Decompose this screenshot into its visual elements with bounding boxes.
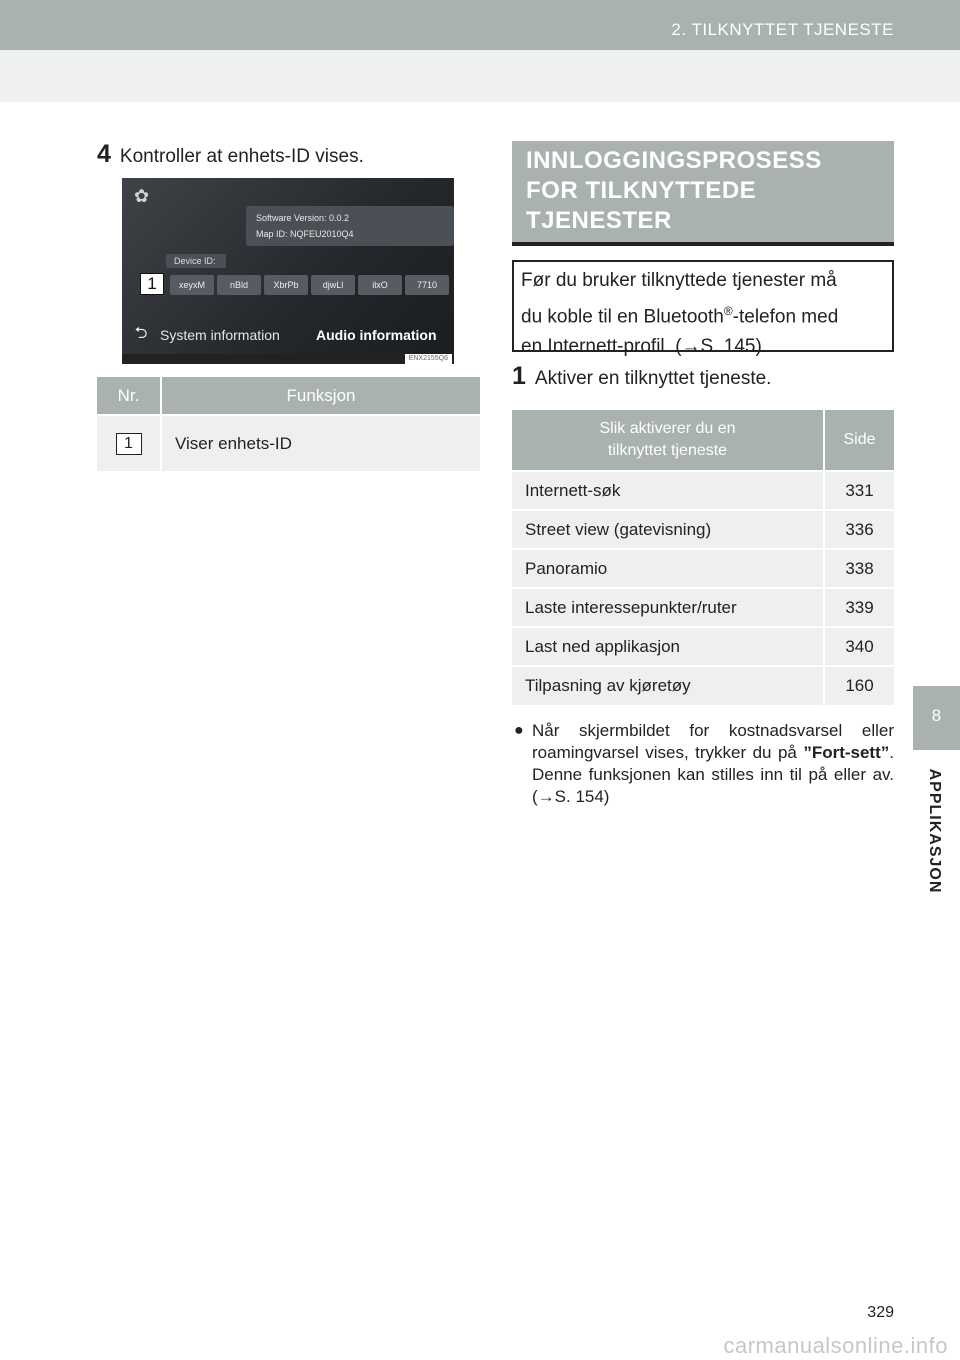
device-id-segment: 7710 (405, 275, 449, 295)
device-id-label: Device ID: (166, 254, 226, 268)
chapter-tab (913, 686, 960, 750)
device-id-segment: xeyxM (170, 275, 214, 295)
section-heading (512, 141, 894, 242)
device-id-segment: ilxO (358, 275, 402, 295)
device-id-screenshot (122, 178, 454, 364)
bullet-note (512, 720, 894, 808)
step-4 (97, 140, 364, 169)
notice-box (512, 260, 894, 358)
function-table (97, 377, 480, 471)
table-header-row (512, 410, 894, 471)
column-header-service (512, 410, 824, 471)
page-ref: 340 (824, 627, 894, 666)
row-function: Viser enhets-ID (161, 415, 480, 471)
page-ref: 160 (824, 666, 894, 705)
page-ref: 331 (824, 471, 894, 510)
bullet-text: . Denne funksjonen kan stilles inn til på eller av. (→S. 154) (532, 743, 894, 806)
column-header: Nr. (97, 377, 161, 415)
back-arrow-icon[interactable]: ⮌ (134, 324, 148, 342)
services-table (512, 410, 894, 705)
step-number: 1 (512, 362, 526, 390)
device-id-segment: djwLl (311, 275, 355, 295)
heading-line: TJENESTER (526, 207, 672, 234)
chapter-tab-number: 8 (931, 706, 942, 725)
step-number: 4 (97, 140, 111, 168)
table-header-row (97, 377, 480, 415)
heading-line: FOR TILKNYTTEDE (526, 177, 757, 204)
service-label: Last ned applikasjon (512, 627, 824, 666)
step-1 (512, 362, 771, 391)
bullet-dot-icon: ● (514, 722, 524, 739)
table-row (512, 666, 894, 705)
row-number-cell (97, 415, 161, 471)
chapter-title: 2. TILKNYTTET TJENESTE (671, 20, 894, 39)
heading-underline (512, 242, 894, 246)
page-ref: 339 (824, 588, 894, 627)
device-id-segment: XbrPb (264, 275, 308, 295)
notice-line: en Internett-profil. (→S. 145) (521, 336, 762, 358)
step-text: Kontroller at enhets-ID vises. (119, 146, 364, 167)
step-text: Aktiver en tilknyttet tjeneste. (534, 368, 772, 389)
map-id: Map ID: NQFEU2010Q4 (256, 229, 354, 239)
service-label: Street view (gatevisning) (512, 510, 824, 549)
notice-line: Før du bruker tilknyttede tjenester må (521, 270, 837, 291)
software-version: Software Version: 0.0.2 (256, 213, 350, 223)
audio-information-tab[interactable]: Audio information (316, 327, 437, 343)
screen-bottom-bar (122, 322, 454, 348)
header-sub-band (0, 50, 960, 102)
chapter-side-label-text: APPLIKASJON (926, 768, 943, 894)
service-label: Tilpasning av kjøretøy (512, 666, 824, 705)
bullet-text: Når skjermbildet for kostnadsvarsel eller roamingvarsel vises, trykker du på (532, 721, 894, 762)
table-row (512, 510, 894, 549)
header-line: tilknyttet tjeneste (607, 442, 728, 459)
system-information-tab[interactable]: System information (160, 327, 280, 343)
row-number: 1 (116, 433, 142, 455)
service-label: Internett-søk (512, 471, 824, 510)
top-header-bar (0, 0, 960, 50)
table-row (97, 415, 480, 471)
device-id-row (170, 275, 449, 295)
page-number: 329 (867, 1304, 894, 1321)
table-row (512, 471, 894, 510)
table-row (512, 588, 894, 627)
screen-background (122, 178, 454, 354)
column-header: Funksjon (161, 377, 480, 415)
chapter-side-label (914, 760, 954, 900)
gear-icon: ✿ (134, 186, 150, 206)
image-code: ENX2155Q6 (405, 354, 452, 364)
table-row (512, 549, 894, 588)
heading-line: INNLOGGINGSPROSESS (526, 147, 822, 174)
service-label: Panoramio (512, 549, 824, 588)
page-ref: 338 (824, 549, 894, 588)
notice-line: -telefon med (732, 306, 839, 328)
column-header-page: Side (824, 410, 894, 471)
bullet-bold-text: ”Fort-sett” (803, 743, 890, 762)
service-label: Laste interessepunkter/ruter (512, 588, 824, 627)
header-line: Slik aktiverer du en (599, 420, 736, 437)
callout-marker: 1 (140, 273, 164, 295)
page-ref: 336 (824, 510, 894, 549)
device-id-segment: nBld (217, 275, 261, 295)
registered-mark: ® (723, 304, 733, 318)
software-info-box (246, 206, 454, 246)
table-row (512, 627, 894, 666)
notice-line: du koble til en Bluetooth (521, 306, 724, 328)
section-heading-text (512, 141, 894, 236)
watermark: carmanualsonline.info (723, 1333, 948, 1358)
